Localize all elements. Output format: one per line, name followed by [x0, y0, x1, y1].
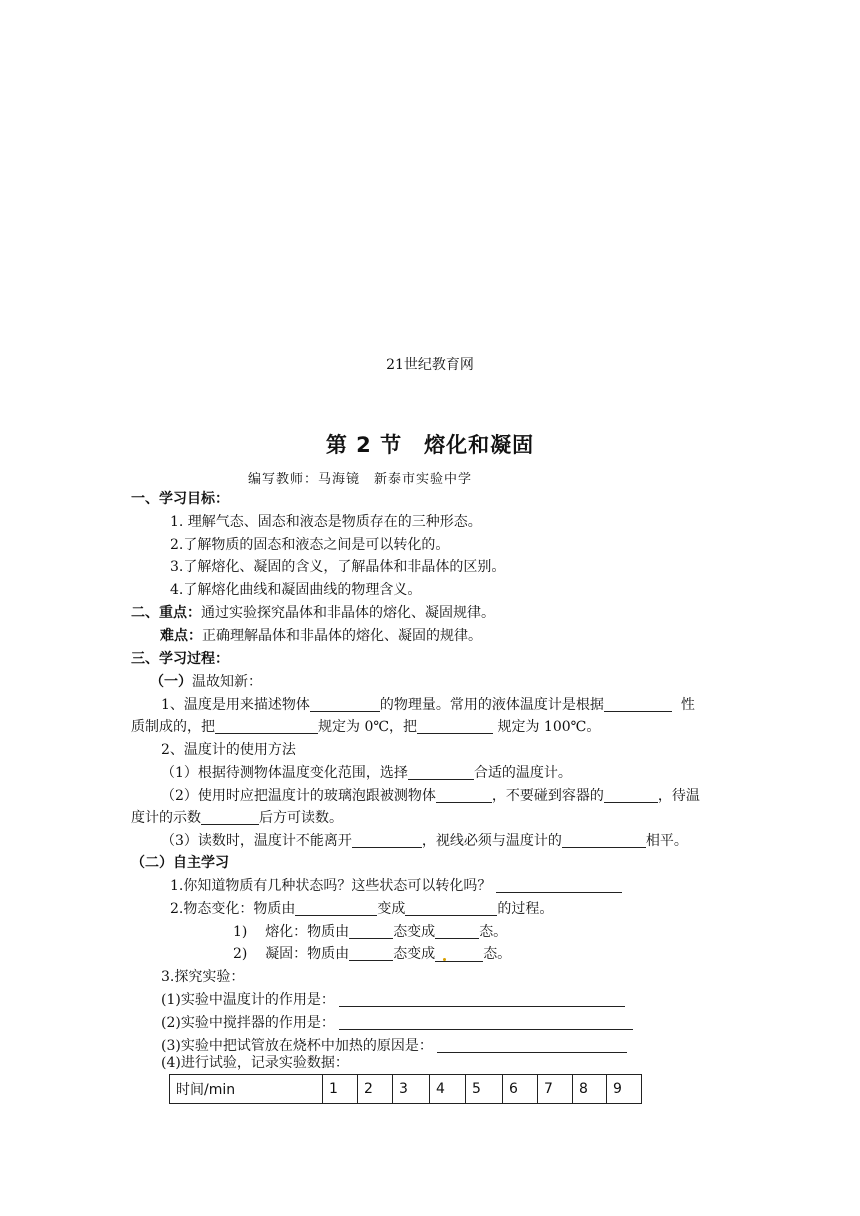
- blank-field[interactable]: [604, 697, 672, 712]
- q2-2-text-d: 度计的示数: [131, 810, 201, 826]
- goal-item: 2.了解物质的固态和液态之间是可以转化的。: [170, 537, 450, 553]
- q1-text-a: 1、温度是用来描述物体: [161, 697, 310, 713]
- table-cell[interactable]: 2: [358, 1075, 393, 1104]
- author-line: 编写教师：马海镜 新泰市实验中学: [248, 472, 473, 487]
- self-study-question-2: [170, 899, 553, 919]
- table-cell[interactable]: 3: [393, 1075, 430, 1104]
- s2-text-b: 变成: [377, 901, 406, 917]
- table-row: [170, 1075, 642, 1104]
- q1-text-e: 规定为 0℃，把: [318, 719, 418, 735]
- data-table: [169, 1074, 642, 1104]
- blank-field[interactable]: [215, 719, 318, 734]
- part2-heading: （二）自主学习: [131, 855, 229, 871]
- s2-text-a: 2.物态变化：物质由: [170, 901, 296, 917]
- section-process-heading: 三、学习过程：: [131, 651, 229, 667]
- goal-item: 1. 理解气态、固态和液态是物质存在的三种形态。: [170, 514, 482, 530]
- solidifying-text-b: 态变成: [393, 946, 436, 962]
- marker-dot-icon: [443, 958, 446, 961]
- goal-item: 3.了解熔化、凝固的含义，了解晶体和非晶体的区别。: [170, 559, 506, 575]
- question-2-2-line-1: [161, 786, 700, 806]
- table-cell[interactable]: 4: [430, 1075, 466, 1104]
- melting-text-c: 态。: [479, 924, 508, 940]
- blank-field[interactable]: [295, 901, 377, 916]
- blank-field[interactable]: [604, 788, 658, 803]
- blank-field[interactable]: [310, 697, 380, 712]
- solidifying-text-a: 凝固：物质由: [265, 946, 350, 962]
- melting-text-a: 熔化：物质由: [265, 924, 350, 940]
- table-cell[interactable]: 9: [607, 1075, 642, 1104]
- table-header-cell: 时间/min: [170, 1075, 323, 1104]
- question-2-3: [161, 831, 688, 851]
- melting-line: [233, 922, 507, 942]
- q2-3-text-c: 相平。: [645, 833, 688, 849]
- q2-2-text-b: ，不要碰到容器的: [491, 788, 604, 804]
- s1-text: 1.你知道物质有几种状态吗？这些状态可以转化吗？: [170, 878, 492, 894]
- blank-field[interactable]: [339, 1015, 633, 1030]
- blank-field[interactable]: [437, 1038, 627, 1053]
- e3-text: (3)实验中把试管放在烧杯中加热的原因是：: [161, 1038, 433, 1054]
- part1-text: 温故知新：: [192, 674, 262, 690]
- blank-field[interactable]: [435, 924, 479, 939]
- blank-field[interactable]: [201, 810, 259, 825]
- table-cell[interactable]: 5: [466, 1075, 503, 1104]
- blank-field[interactable]: [417, 719, 493, 734]
- q1-text-d: 质制成的，把: [131, 719, 215, 735]
- key-point-label: 二、重点：: [131, 605, 201, 621]
- table-cell[interactable]: 1: [323, 1075, 358, 1104]
- difficult-point-line: [160, 626, 482, 646]
- q1-text-f: 规定为 100℃。: [497, 719, 601, 735]
- key-point-text: 通过实验探究晶体和非晶体的熔化、凝固规律。: [201, 605, 495, 621]
- difficult-point-text: 正确理解晶体和非晶体的熔化、凝固的规律。: [202, 628, 482, 644]
- question-2-1: [161, 763, 572, 783]
- s2-text-c: 的过程。: [497, 901, 554, 917]
- page-title: 第 2 节 熔化和凝固: [325, 433, 535, 457]
- blank-field[interactable]: [349, 924, 393, 939]
- solidifying-line: [233, 944, 511, 964]
- e1-text: (1)实验中温度计的作用是：: [161, 992, 335, 1008]
- solidifying-number: 2): [233, 946, 248, 962]
- q1-text-b: 的物理量。常用的液体温度计是根据: [379, 697, 604, 713]
- blank-field[interactable]: [435, 947, 483, 962]
- q2-3-text-b: ，视线必须与温度计的: [421, 833, 562, 849]
- q2-2-text-a: （2）使用时应把温度计的玻璃泡跟被测物体: [161, 788, 436, 804]
- q2-1-text-a: （1）根据待测物体温度变化范围，选择: [161, 765, 408, 781]
- melting-text-b: 态变成: [393, 924, 436, 940]
- question-2: 2、温度计的使用方法: [161, 742, 296, 758]
- e2-text: (2)实验中搅拌器的作用是：: [161, 1015, 335, 1031]
- experiment-question-2: [161, 1013, 633, 1033]
- table-cell[interactable]: 7: [538, 1075, 573, 1104]
- blank-field[interactable]: [352, 833, 422, 848]
- question-1-line-1: [161, 695, 695, 715]
- experiment-heading: 3.探究实验：: [161, 969, 245, 985]
- blank-field[interactable]: [436, 788, 492, 803]
- q2-1-text-b: 合适的温度计。: [473, 765, 572, 781]
- blank-field[interactable]: [349, 946, 393, 961]
- section-learning-goals-heading: 一、学习目标：: [131, 491, 229, 507]
- question-2-2-line-2: [131, 808, 343, 828]
- q1-text-c: 性: [680, 697, 695, 713]
- key-point-line: [131, 603, 495, 623]
- blank-field[interactable]: [562, 833, 646, 848]
- solidifying-text-c: 态。: [483, 946, 512, 962]
- blank-field[interactable]: [408, 765, 474, 780]
- melting-number: 1): [233, 924, 248, 940]
- experiment-question-4: (4)进行试验，记录实验数据：: [161, 1055, 349, 1071]
- part1-label: （一）: [150, 674, 192, 690]
- q2-2-text-e: 后方可读数。: [259, 810, 343, 826]
- experiment-question-1: [161, 990, 625, 1010]
- table-cell[interactable]: 8: [573, 1075, 607, 1104]
- self-study-question-1: [170, 876, 622, 896]
- part1-heading: [150, 672, 262, 692]
- goal-item: 4.了解熔化曲线和凝固曲线的物理含义。: [170, 582, 422, 598]
- blank-field[interactable]: [405, 901, 497, 916]
- difficult-point-label: 难点：: [160, 628, 202, 644]
- blank-field[interactable]: [496, 878, 622, 893]
- blank-field[interactable]: [339, 992, 625, 1007]
- q2-3-text-a: （3）读数时，温度计不能离开: [161, 833, 352, 849]
- question-1-line-2: [131, 717, 600, 737]
- q2-2-text-c: ，待温: [657, 788, 700, 804]
- table-cell[interactable]: 6: [503, 1075, 538, 1104]
- source-header: 21世纪教育网: [386, 357, 474, 373]
